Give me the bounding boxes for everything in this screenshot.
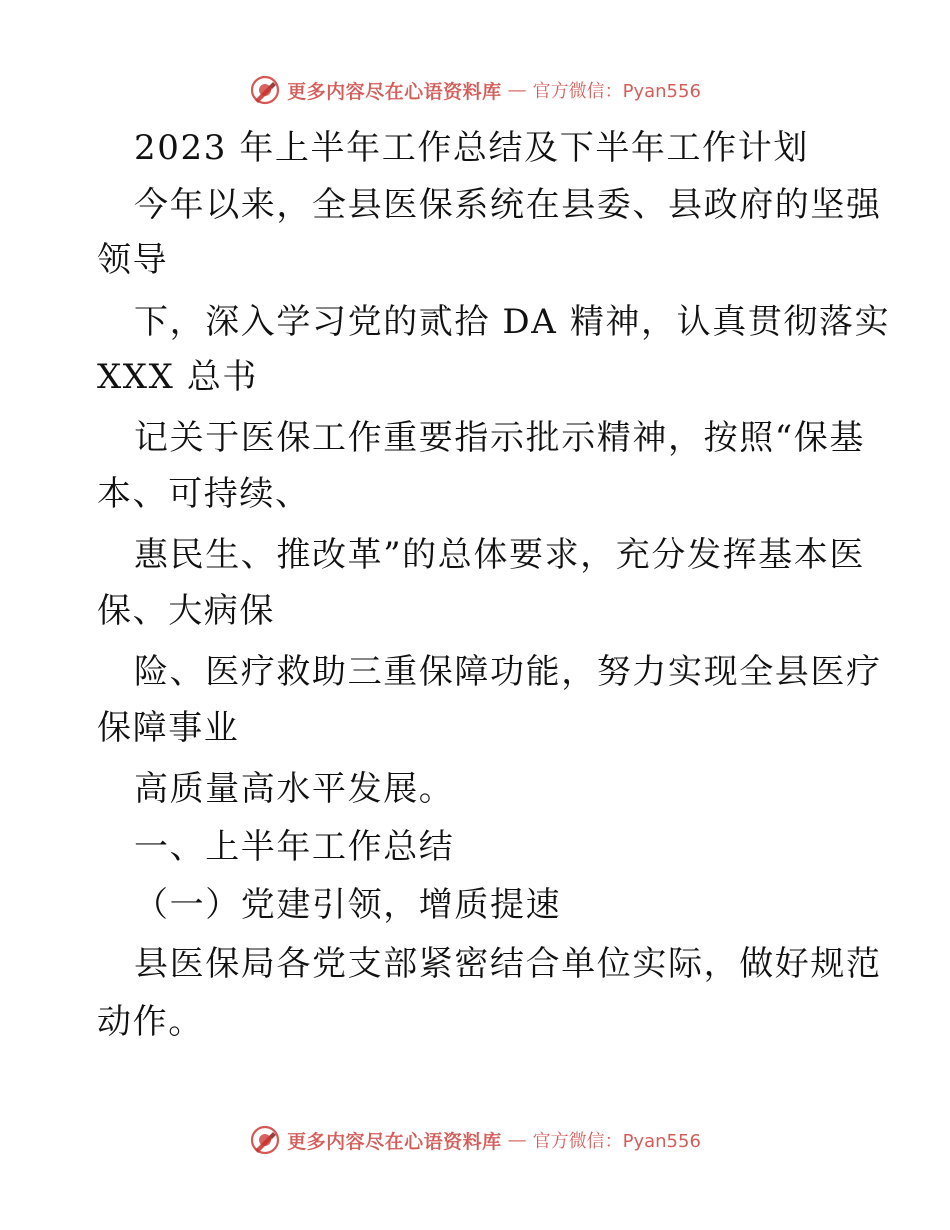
pen-circle-logo-icon bbox=[249, 74, 281, 106]
header-watermark bbox=[0, 72, 950, 108]
paragraph-line: 县医保局各党支部紧密结合单位实际，做好规范 bbox=[134, 944, 882, 984]
watermark-separator: — bbox=[507, 79, 527, 101]
section-heading: 一、上半年工作总结 bbox=[134, 827, 455, 867]
pen-circle-logo-icon bbox=[249, 1124, 281, 1156]
paragraph-line: 动作。 bbox=[97, 1002, 204, 1042]
document-title: 2023 年上半年工作总结及下半年工作计划 bbox=[134, 128, 809, 168]
paragraph-line: 下，深入学习党的贰拾 DA 精神，认真贯彻落实 bbox=[134, 302, 891, 342]
paragraph-line: 领导 bbox=[97, 240, 169, 280]
paragraph-line: 险、医疗救助三重保障功能，努力实现全县医疗 bbox=[134, 652, 882, 692]
paragraph-line: 高质量高水平发展。 bbox=[134, 769, 455, 809]
paragraph-line: 记关于医保工作重要指示批示精神，按照“保基 bbox=[134, 418, 865, 458]
watermark-separator: — bbox=[507, 1129, 527, 1151]
paragraph-line: 保、大病保 bbox=[97, 591, 275, 631]
watermark-text: 更多内容尽在心语资料库 bbox=[287, 80, 502, 103]
footer-watermark bbox=[0, 1122, 950, 1158]
paragraph-line: XXX 总书 bbox=[97, 357, 259, 397]
watermark-wechat: 官方微信：Pyan556 bbox=[532, 1131, 701, 1152]
watermark-wechat: 官方微信：Pyan556 bbox=[532, 81, 701, 102]
paragraph-line: 本、可持续、 bbox=[97, 474, 311, 514]
watermark-text: 更多内容尽在心语资料库 bbox=[287, 1130, 502, 1153]
paragraph-line: 惠民生、推改革”的总体要求，充分发挥基本医 bbox=[134, 535, 865, 575]
subsection-heading: （一）党建引领，增质提速 bbox=[134, 885, 562, 925]
paragraph-line: 今年以来，全县医保系统在县委、县政府的坚强 bbox=[134, 185, 882, 225]
paragraph-line: 保障事业 bbox=[97, 708, 240, 748]
